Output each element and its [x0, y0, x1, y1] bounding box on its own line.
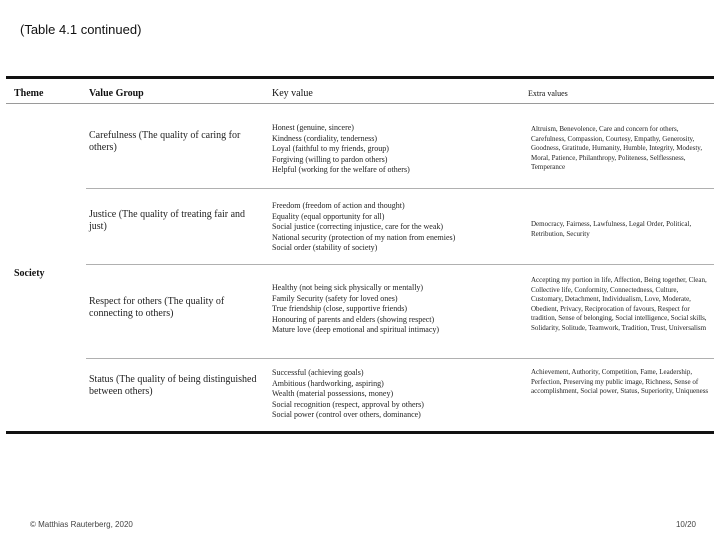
key-value-item: Successful (achieving goals): [272, 368, 364, 377]
key-value-item: True friendship (close, supportive friends): [272, 304, 408, 313]
key-value-item: Honest (genuine, sincere): [272, 123, 354, 132]
table-header-rule: [6, 103, 714, 104]
key-value-item: Social order (stability of society): [272, 243, 378, 252]
key-value-item: Kindness (cordiality, tenderness): [272, 133, 378, 143]
key-value-item: Equality (equal opportunity for all): [272, 211, 385, 221]
key-value-item: Wealth (material possessions, money): [272, 389, 394, 398]
row-4-extra-values: Achievement, Authority, Competition, Fame, Leadership, Perfection, Preserving my public image, Richness, Sense of accomplishment, Social power, Status, Superiority, Uniqueness: [531, 368, 709, 396]
row-2-value-group: Justice (The quality of treating fair and just): [89, 209, 246, 232]
key-value-item: Mature love (deep emotional and spiritual intimacy): [272, 325, 440, 334]
row-1-value-group: Carefulness (The quality of caring for others): [89, 130, 241, 153]
header-key-value: Key value: [272, 88, 313, 99]
key-value-item: Forgiving (willing to pardon others): [272, 154, 388, 164]
key-value-item: Honouring of parents and elders (showing respect): [272, 314, 435, 324]
key-value-item: Freedom (freedom of action and thought): [272, 201, 405, 210]
row-1-key-values: [272, 123, 517, 176]
theme-cell: Society: [14, 268, 45, 279]
row-separator: [86, 264, 714, 265]
header-extra-values: Extra values: [528, 89, 568, 98]
key-value-item: Ambitious (hardworking, aspiring): [272, 378, 384, 388]
values-table: [6, 76, 714, 434]
table-top-rule: [6, 76, 714, 79]
row-3-extra-values: Accepting my portion in life, Affection, Being together, Clean, Collective life, Conformity, Connectedness, Culture, Customary, Detachment, Individualism, Love, Moderate, Obedient, Privacy, Reciprocation of favours, Respect for tradition, Sense of belonging, Social intelligence, Social skills, Solidarity, Solitude, Teamwork, Tradition, Trust, Universalism: [531, 276, 707, 332]
key-value-item: Social recognition (respect, approval by others): [272, 399, 424, 409]
key-value-item: Helpful (working for the welfare of others): [272, 165, 410, 174]
row-separator: [86, 358, 714, 359]
row-1-extra-values: Altruism, Benevolence, Care and concern for others, Carefulness, Compassion, Courtesy, Empathy, Generosity, Goodness, Gratitude, Humanity, Humble, Integrity, Modesty, Moral, Patience, Philanthropy, Politeness, Selflessness, Temperance: [531, 125, 703, 172]
slide-title: (Table 4.1 continued): [20, 22, 142, 37]
table-bottom-rule: [6, 431, 714, 434]
header-theme: Theme: [14, 88, 44, 99]
key-value-item: National security (protection of my nation from enemies): [272, 232, 456, 242]
row-4-value-group: Status (The quality of being distinguished between others): [89, 374, 257, 397]
row-3-value-group: Respect for others (The quality of connecting to others): [89, 296, 225, 319]
page-number: 10/20: [675, 520, 696, 529]
row-3-key-values: [272, 283, 517, 336]
key-value-item: Social justice (correcting injustice, care for the weak): [272, 222, 444, 231]
header-value-group: Value Group: [89, 88, 144, 99]
row-separator: [86, 188, 714, 189]
row-4-key-values: [272, 368, 517, 421]
key-value-item: Loyal (faithful to my friends, group): [272, 144, 389, 153]
key-value-item: Family Security (safety for loved ones): [272, 293, 398, 303]
copyright-footer: © Matthias Rauterberg, 2020: [30, 520, 133, 529]
key-value-item: Healthy (not being sick physically or mentally): [272, 283, 424, 292]
row-2-key-values: [272, 201, 517, 254]
row-2-extra-values: Democracy, Fairness, Lawfulness, Legal Order, Political, Retribution, Security: [531, 220, 692, 238]
key-value-item: Social power (control over others, dominance): [272, 410, 421, 419]
